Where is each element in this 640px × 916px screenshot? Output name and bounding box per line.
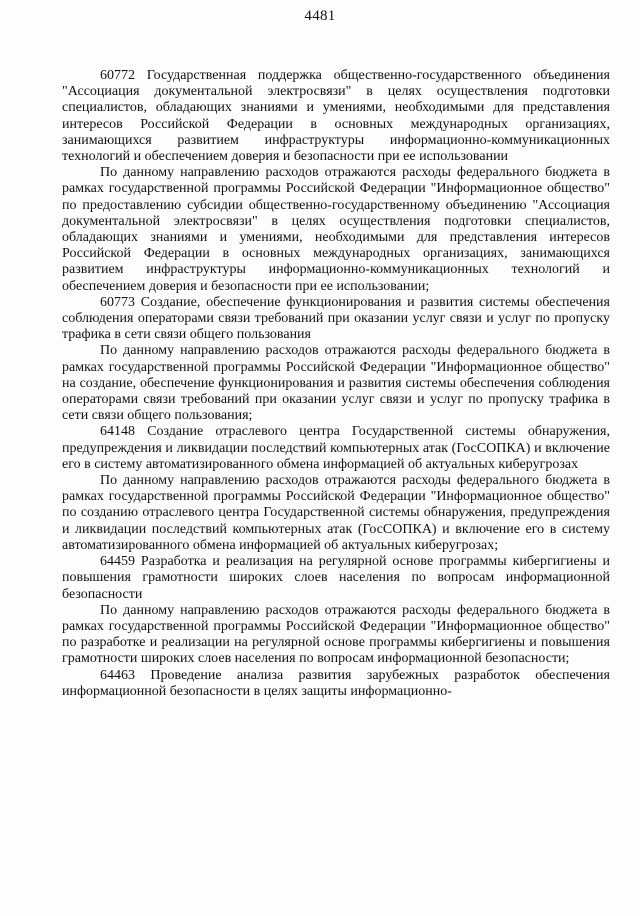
- page-number: 4481: [304, 8, 336, 24]
- paragraph-60773-title: 60773 Создание, обеспечение функционирования и развития системы обеспечения соблюдения операторами связи требований при оказании услуг связи и услуг по пропуску трафика в сети связи общего пользования: [62, 294, 610, 343]
- paragraph-60772-description: По данному направлению расходов отражаются расходы федерального бюджета в рамках государственной программы Российской Федерации "Информационное общество" по предоставлению субсидии общественно-государственному объединению "Ассоциация документальной электросвязи" в целях осуществления подготовки специалистов, обладающих знаниями и умениями, необходимыми для представления интересов Российской Федерации в основных международных организациях, занимающихся развитием инфраструктуры информационно-коммуникационных технологий и обеспечением доверия и безопасности при ее использовании;: [62, 165, 610, 294]
- paragraph-60773-description: По данному направлению расходов отражаются расходы федерального бюджета в рамках государственной программы Российской Федерации "Информационное общество" на создание, обеспечение функционирования и развития системы обеспечения соблюдения операторами связи требований при оказании услуг связи и услуг по пропуску трафика в сети связи общего пользования;: [62, 343, 610, 424]
- paragraph-60772-title: 60772 Государственная поддержка общественно-государственного объединения "Ассоциация документальной электросвязи" в целях осуществления подготовки специалистов, обладающих знаниями и умениями, необходимыми для представления интересов Российской Федерации в основных международных организациях, занимающихся развитием инфраструктуры информационно-коммуникационных технологий и обеспечением доверия и безопасности при ее использовании: [62, 68, 610, 165]
- paragraph-64459-title: 64459 Разработка и реализация на регулярной основе программы кибергигиены и повышения грамотности широких слоев населения по вопросам информационной безопасности: [62, 554, 610, 602]
- paragraph-64148-title: 64148 Создание отраслевого центра Государственной системы обнаружения, предупреждения и ликвидации последствий компьютерных атак (ГосСОПКА) и включение его в систему автоматизированного обмена информацией об актуальных киберугрозах: [62, 424, 610, 472]
- paragraph-64459-description: По данному направлению расходов отражаются расходы федерального бюджета в рамках государственной программы Российской Федерации "Информационное общество" по разработке и реализации на регулярной основе программы кибергигиены и повышения грамотности широких слоев населения по вопросам информационной безопасности;: [62, 602, 610, 667]
- document-body: [62, 68, 610, 700]
- paragraph-64148-description: По данному направлению расходов отражаются расходы федерального бюджета в рамках государственной программы Российской Федерации "Информационное общество" по созданию отраслевого центра Государственной системы обнаружения, предупреждения и ликвидации последствий компьютерных атак (ГосСОПКА) и включение его в систему автоматизированного обмена информацией об актуальных киберугрозах;: [62, 473, 610, 553]
- paragraph-64463-title: 64463 Проведение анализа развития зарубежных разработок обеспечения информационной безопасности в целях защиты информационно-: [62, 667, 610, 699]
